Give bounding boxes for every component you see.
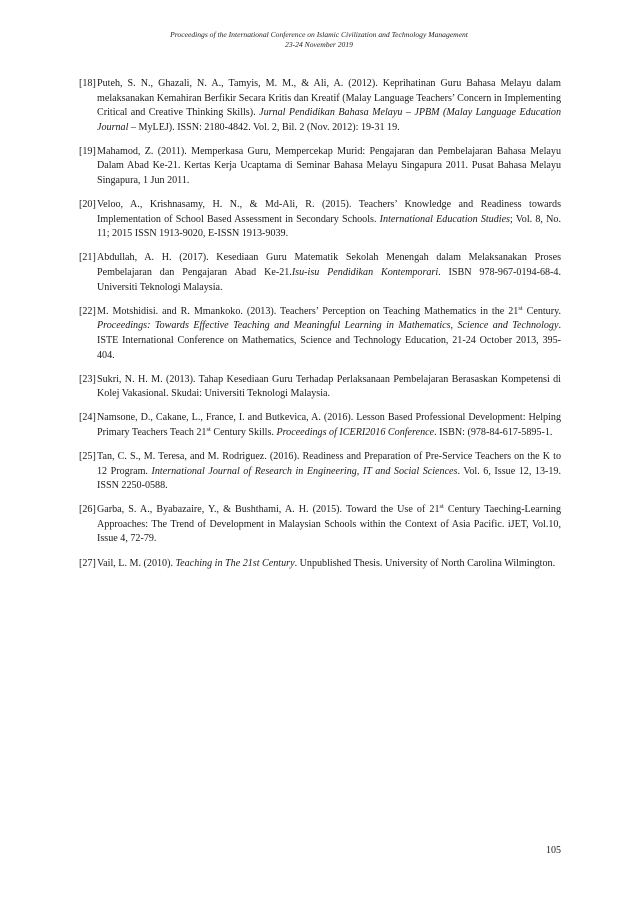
running-header — [0, 30, 638, 50]
reference-text-segment: . ISTE International Conference on Mathematics, Science and Technology Education, 21-24 October 2013, 395-404. — [97, 320, 561, 361]
page-number: 105 — [546, 845, 561, 856]
reference-text-segment: . ISBN: (978-84-617-5895-1. — [434, 426, 553, 438]
reference-italic-title: Isu-isu Pendidikan Kontemporari — [291, 267, 439, 279]
reference-text-segment: Veloo, A., Krishnasamy, H. N., & Md-Ali, R. (2015). Teachers’ Knowledge and Readiness towards Implementation of School Based Assessment in Secondary Schools. — [97, 199, 561, 225]
reference-text-segment: Abdullah, A. H. (2017). Kesediaan Guru Matematik Sekolah Menengah dalam Melaksanakan Proses Pembelajaran dan Pengajaran Abad Ke-21. — [97, 252, 561, 279]
reference-text-segment: Garba, S. A., Byabazaire, Y., & Bushthami, A. H. (2015). Toward the Use of 21 — [97, 504, 440, 516]
reference-text — [97, 411, 561, 440]
reference-italic-title: International Journal of Research in Engineering, IT and Social Sciences — [151, 465, 458, 477]
reference-text-segment: Vail, L. M. (2010). — [97, 557, 176, 569]
reference-number: [19] — [79, 145, 96, 157]
reference-italic-title: Proceedings: Towards Effective Teaching and Meaningful Learning in Mathematics, Science and Technology — [97, 320, 559, 332]
reference-text-segment: Tan, C. S., M. Teresa, and M. Rodriguez. (2016). Readiness and Preparation of Pre-Service Teachers on the K to 12 Program. — [97, 450, 561, 477]
reference-text-segment: Century Taeching-Learning Approaches: The Trend of Development in Malaysian Schools within the Context of Asia Pacific. iJET, Vol.10, Issue 4, 72-79. — [97, 504, 561, 545]
reference-entry — [79, 145, 561, 189]
reference-italic-title: Jurnal Pendidikan Bahasa Melayu – JPBM (Malay Language Education Journal — [97, 107, 561, 133]
reference-text-segment: Namsone, D., Cakane, L., France, I. and Butkevica, A. (2016). Lesson Based Professional Development: Helping Primary Teachers Teach 21 — [97, 412, 561, 438]
reference-number: [27] — [79, 557, 96, 569]
reference-italic-title: International Education Studies — [379, 213, 510, 225]
reference-number: [26] — [79, 504, 96, 516]
reference-text — [97, 251, 561, 295]
reference-text — [97, 198, 561, 242]
reference-text-segment: Century Skills. — [210, 426, 277, 438]
reference-number: [24] — [79, 412, 96, 424]
reference-entry — [79, 305, 561, 363]
ordinal-superscript: st — [206, 425, 211, 433]
reference-text — [97, 305, 561, 363]
ordinal-superscript: st — [518, 304, 523, 312]
reference-text-segment: Puteh, S. N., Ghazali, N. A., Tamyis, M. M., & Ali, A. (2012). Keprihatinan Guru Bahasa Melayu dalam melaksanakan Kemahiran Berfikir Secara Kritis dan Kreatif (Malay Language Teachers’ Concern in Implementing Critical and Creative Thinking Skills). — [97, 78, 561, 119]
reference-text-segment: Sukri, N. H. M. (2013). Tahap Kesediaan Guru Terhadap Perlaksanaan Pembelajaran Berasaskan Kompetensi di Kolej Vakasional. Skudai: Universiti Teknologi Malaysia. — [97, 373, 561, 400]
reference-text-segment: Mahamod, Z. (2011). Memperkasa Guru, Mempercekap Murid: Pengajaran dan Pembelajaran Bahasa Melayu Dalam Abad Ke-21. Kertas Kerja Ucaptama di Seminar Bahasa Melayu Singapura 2011. Pusat Bahasa Melayu Singapura, 1 Jun 2011. — [97, 145, 561, 187]
reference-text — [97, 145, 561, 189]
reference-entry — [79, 411, 561, 440]
reference-text-segment: ; Vol. 8, No. 11; 2015 ISSN 1913-9020, E-ISSN 1913-9039. — [97, 213, 561, 240]
reference-entry — [79, 557, 561, 572]
reference-text — [97, 557, 561, 572]
reference-entry — [79, 77, 561, 135]
reference-italic-title: Teaching in The 21st Century — [175, 557, 295, 569]
reference-text — [97, 373, 561, 402]
reference-number: [21] — [79, 252, 96, 264]
reference-number: [25] — [79, 450, 96, 462]
reference-text-segment: M. Motshidisi. and R. Mmankoko. (2013). Teachers’ Perception on Teaching Mathematics in the 21 — [97, 305, 519, 317]
reference-entry — [79, 450, 561, 494]
reference-text-segment: . Vol. 6, Issue 12, 13-19. ISSN 2250-0588. — [97, 465, 561, 492]
reference-text-segment: . ISBN 978-967-0194-68-4. Universiti Teknologi Malaysia. — [97, 267, 561, 293]
reference-text-segment: Century. — [522, 305, 561, 317]
ordinal-superscript: st — [439, 503, 444, 511]
reference-text-segment: – MyLEJ). ISSN: 2180-4842. Vol. 2, Bil. 2 (Nov. 2012): 19-31 19. — [128, 121, 400, 133]
reference-number: [22] — [79, 305, 96, 317]
reference-entry — [79, 198, 561, 242]
reference-entry — [79, 373, 561, 402]
reference-text — [97, 77, 561, 135]
reference-text — [97, 503, 561, 547]
reference-text-segment: . Unpublished Thesis. University of North Carolina Wilmington. — [294, 557, 556, 569]
reference-italic-title: Proceedings of ICERI2016 Conference — [276, 426, 435, 438]
reference-number: [18] — [79, 78, 96, 89]
reference-number: [23] — [79, 373, 96, 385]
reference-number: [20] — [79, 199, 96, 211]
reference-entry — [79, 503, 561, 547]
reference-entry — [79, 251, 561, 295]
reference-list — [79, 77, 561, 581]
header-conference-title: Proceedings of the International Conference on Islamic Civilization and Technology Management — [170, 30, 468, 39]
header-conference-dates: 23-24 November 2019 — [285, 40, 353, 49]
reference-text — [97, 450, 561, 494]
